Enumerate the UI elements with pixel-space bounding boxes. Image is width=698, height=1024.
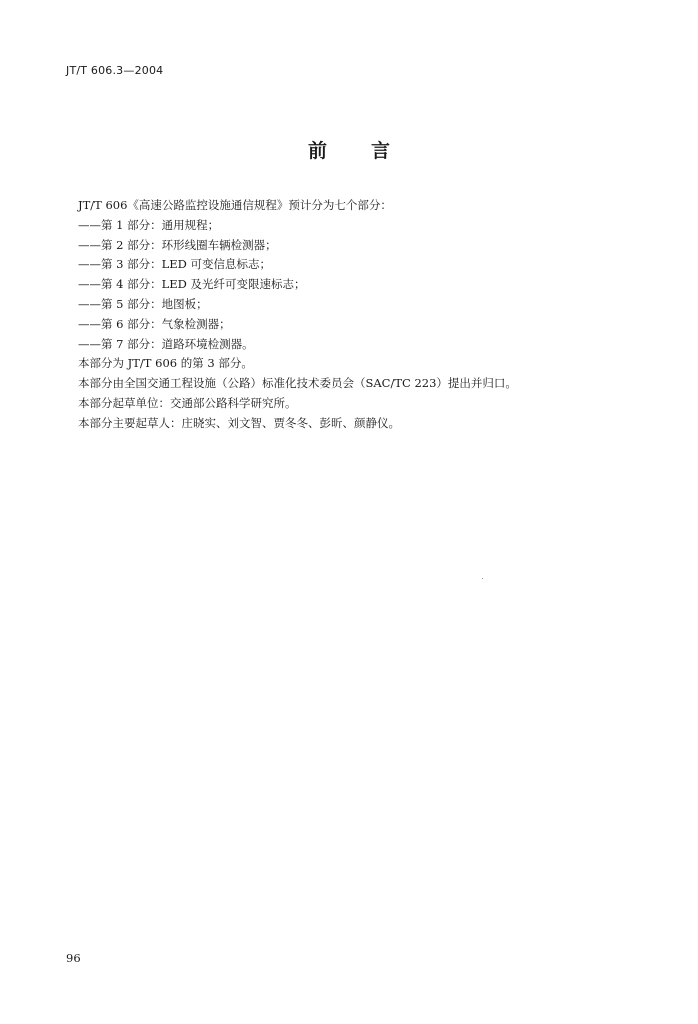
intro-line: JT/T 606《高速公路监控设施通信规程》预计分为七个部分： [78, 198, 392, 212]
this-part-statement: 本部分为 JT/T 606 的第 3 部分。 [78, 356, 253, 371]
page-number: 96 [66, 951, 81, 965]
title-char-2: 言 [371, 140, 391, 162]
proposer-statement: 本部分由全国交通工程设施（公路）标准化技术委员会（SAC/TC 223）提出并归口。 [78, 376, 517, 391]
title-char-1: 前 [307, 140, 327, 162]
foreword-body [78, 196, 638, 434]
part-4-item: ——第 4 部分：LED 及光纤可变限速标志； [78, 277, 306, 292]
standard-code-header: JT/T 606.3—2004 [66, 64, 164, 77]
part-1-item: ——第 1 部分：通用规程； [78, 217, 220, 232]
drafting-unit-statement: 本部分起草单位：交通部公路科学研究所。 [78, 395, 297, 410]
scan-speck [482, 578, 483, 579]
drafters-statement: 本部分主要起草人：庄晓实、刘文智、贾冬冬、彭昕、颜静仪。 [78, 415, 400, 430]
part-5-item: ——第 5 部分：地图板； [78, 296, 208, 311]
part-2-item: ——第 2 部分：环形线圈车辆检测器； [78, 237, 277, 252]
page-title [0, 136, 698, 163]
part-6-item: ——第 6 部分：气象检测器； [78, 316, 231, 331]
part-3-item: ——第 3 部分：LED 可变信息标志； [78, 257, 272, 272]
part-7-item: ——第 7 部分：道路环境检测器。 [78, 336, 254, 351]
